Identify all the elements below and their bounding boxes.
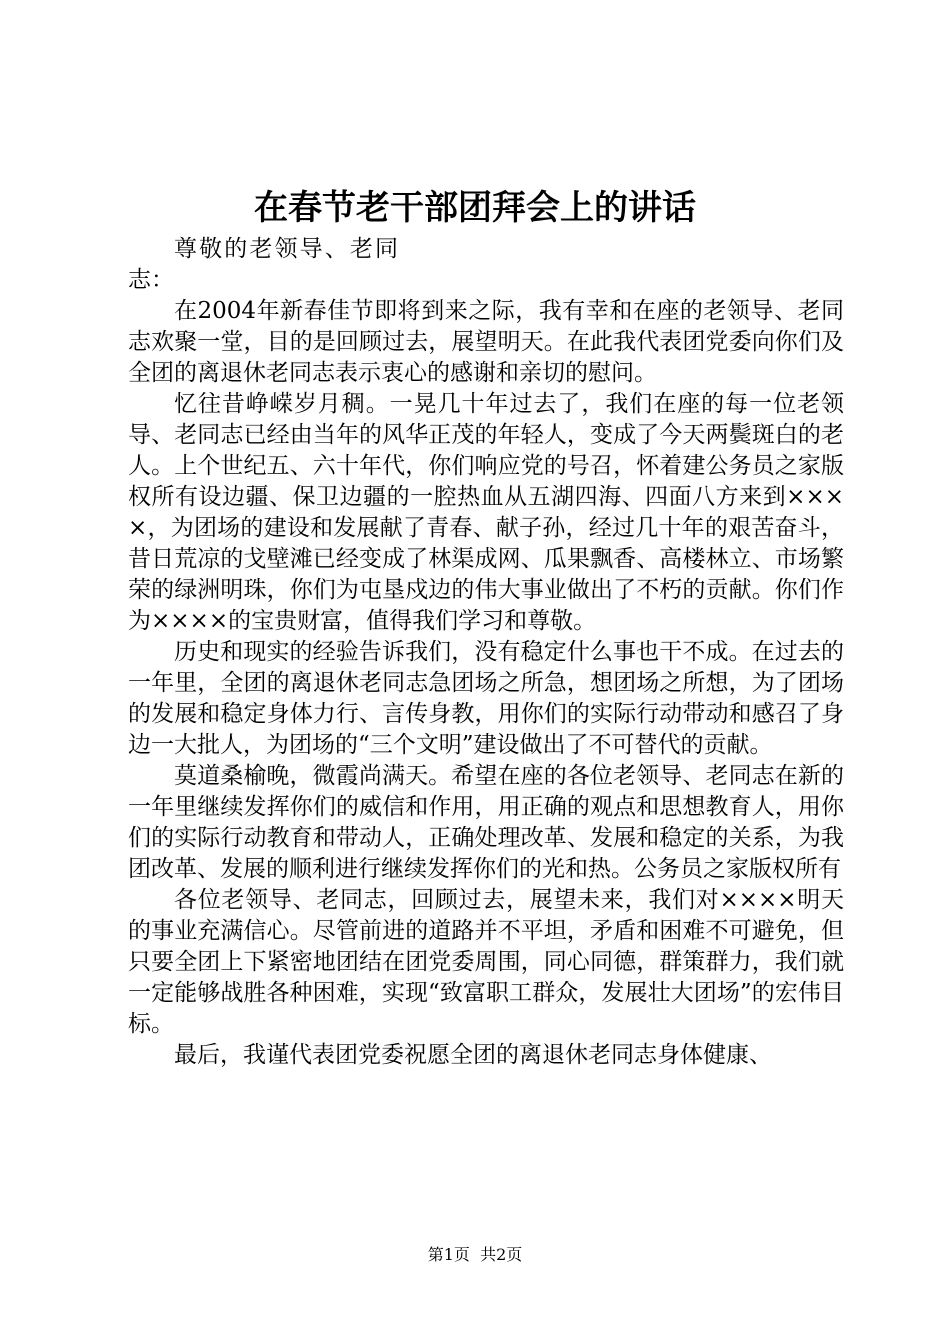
document-title: 在春节老干部团拜会上的讲话 (254, 188, 696, 228)
paragraph-1: 在2004年新春佳节即将到来之际，我有幸和在座的老领导、老同志欢聚一堂，目的是回顾过去，展望明天。在此我代表团党委向你们及全团的离退休老同志表示衷心的感谢和亲切的慰问。 (128, 298, 844, 386)
paragraph-4: 莫道桑榆晚，微霞尚满天。希望在座的各位老领导、老同志在新的一年里继续发挥你们的威信和作用，用正确的观点和思想教育人，用你们的实际行动教育和带动人，正确处理改革、发展和稳定的关系，为我团改革、发展的顺利进行继续发挥你们的光和热。公务员之家版权所有 (128, 763, 844, 882)
paragraph-3: 历史和现实的经验告诉我们，没有稳定什么事也干不成。在过去的一年里，全团的离退休老同志急团场之所急，想团场之所想，为了团场的发展和稳定身体力行、言传身教，用你们的实际行动带动和感召了身边一大批人，为团场的“三个文明”建设做出了不可替代的贡献。 (128, 639, 844, 758)
page-footer (0, 1243, 950, 1267)
document-body (128, 234, 844, 1071)
salutation: 尊敬的老领导、老同志： (128, 236, 398, 293)
paragraph-6: 最后，我谨代表团党委祝愿全团的离退休老同志身体健康、 (174, 1042, 772, 1068)
page-number: 第1页 (427, 1245, 470, 1264)
page-total: 共2页 (480, 1245, 523, 1264)
paragraph-2: 忆往昔峥嵘岁月稠。一晃几十年过去了，我们在座的每一位老领导、老同志已经由当年的风华正茂的年轻人，变成了今天两鬓斑白的老人。上个世纪五、六十年代，你们响应党的号召，怀着建公务员之家版权所有设边疆、保卫边疆的一腔热血从五湖四海、四面八方来到××××，为团场的建设和发展献了青春、献子孙，经过几十年的艰苦奋斗，昔日荒凉的戈壁滩已经变成了林渠成网、瓜果飘香、高楼林立、市场繁荣的绿洲明珠，你们为屯垦戍边的伟大事业做出了不朽的贡献。你们作为××××的宝贵财富，值得我们学习和尊敬。 (128, 391, 844, 634)
paragraph-5: 各位老领导、老同志，回顾过去，展望未来，我们对××××明天的事业充满信心。尽管前进的道路并不平坦，矛盾和困难不可避免，但只要全团上下紧密地团结在团党委周围，同心同德，群策群力，我们就一定能够战胜各种困难，实现“致富职工群众，发展壮大团场”的宏伟目标。 (128, 887, 844, 1037)
